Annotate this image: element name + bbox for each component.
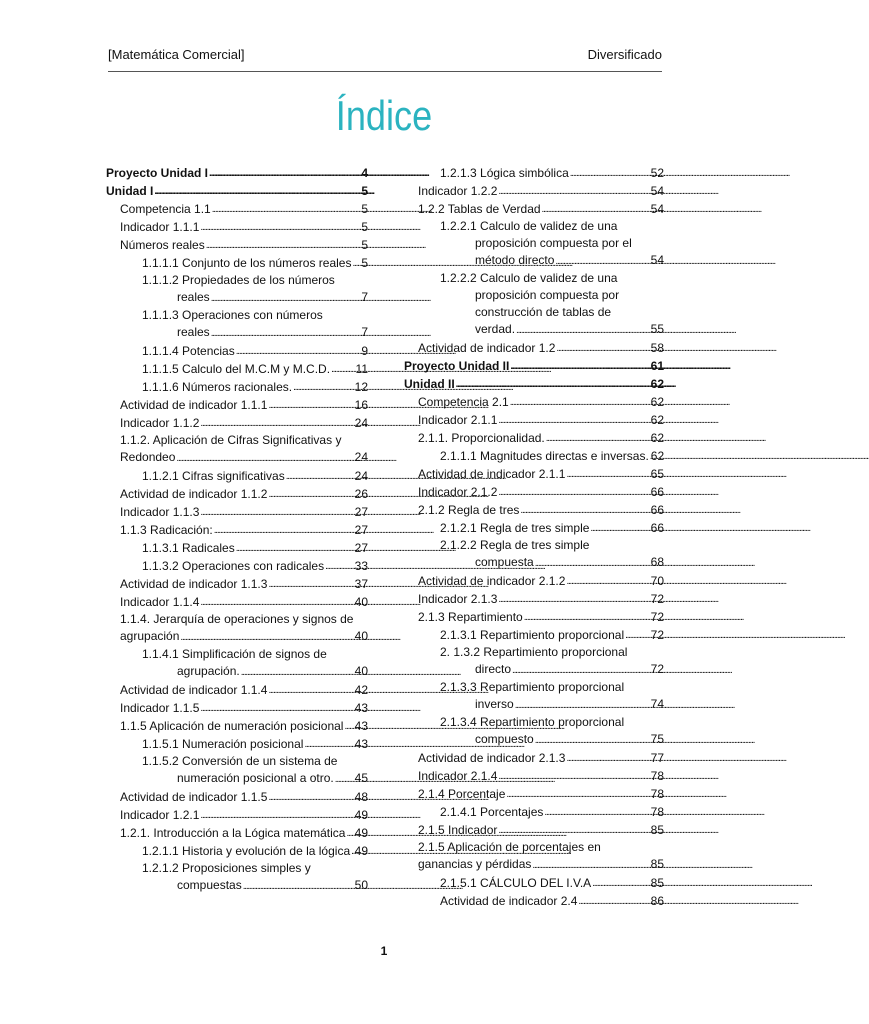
header-left: [Matemática Comercial]: [108, 47, 245, 62]
toc-entry-label: agrupación.: [177, 664, 240, 678]
dot-leader: [268, 485, 353, 503]
dot-leader: [498, 411, 649, 429]
toc-entry[interactable]: [106, 539, 368, 557]
toc-entry-label: método directo: [475, 253, 555, 267]
toc-entry[interactable]: [404, 483, 664, 501]
toc-entry-page: 85: [650, 823, 664, 837]
toc-entry[interactable]: [404, 785, 664, 803]
toc-entry-page: 50: [354, 878, 368, 892]
dot-leader: [241, 663, 354, 681]
toc-entry-label: reales: [177, 325, 210, 339]
toc-entry[interactable]: [404, 892, 664, 910]
toc-entry-label: Competencia 1.1: [120, 202, 211, 216]
toc-entry[interactable]: [404, 218, 664, 270]
toc-entry[interactable]: [404, 608, 664, 626]
toc-entry[interactable]: [106, 842, 368, 860]
toc-entry[interactable]: [404, 270, 664, 339]
toc-entry-page: 24: [354, 469, 368, 483]
toc-entry-page: 61: [650, 359, 664, 373]
toc-entry[interactable]: [106, 611, 368, 646]
toc-entry-label: Actividad de indicador 1.1.1: [120, 398, 268, 412]
toc-entry-page: 85: [650, 876, 664, 890]
toc-entry[interactable]: [106, 646, 368, 681]
dot-leader: [510, 393, 650, 411]
toc-entry-line: 1.1.1.2 Propiedades de los números: [142, 273, 335, 287]
toc-entry[interactable]: [404, 874, 664, 892]
toc-entry-line: 1.1.5.2 Conversión de un sistema de: [142, 754, 338, 768]
dot-leader: [516, 321, 650, 339]
toc-entry[interactable]: [404, 429, 664, 447]
toc-entry[interactable]: [106, 378, 368, 396]
toc-entry[interactable]: [106, 717, 368, 735]
toc-entry-line: 2. 1.3.2 Repartimiento proporcional: [440, 645, 628, 659]
toc-entry-label: 2.1.1. Proporcionalidad.: [418, 431, 545, 445]
toc-entry-label: 1.2.1. Introducción a la Lógica matemática: [120, 826, 346, 840]
dot-leader: [344, 717, 353, 735]
toc-entry-page: 54: [650, 202, 664, 216]
dot-leader: [535, 731, 650, 749]
dot-leader: [555, 252, 649, 270]
toc-entry-page: 5: [361, 220, 368, 234]
toc-entry-label: Actividad de indicador 2.4: [440, 894, 578, 908]
toc-entry-page: 49: [354, 844, 368, 858]
page-header: [108, 47, 662, 72]
dot-leader: [243, 877, 354, 895]
toc-entry[interactable]: [106, 467, 368, 485]
dot-leader: [180, 628, 353, 646]
dot-leader: [556, 339, 649, 357]
header-right: Diversificado: [587, 47, 662, 62]
toc-left-column: [106, 164, 368, 895]
toc-entry-page: 42: [354, 683, 368, 697]
toc-entry-page: 86: [650, 894, 664, 908]
dot-leader: [212, 200, 361, 218]
toc-entry-label: 1.2.1.1 Historia y evolución de la lógica: [142, 844, 351, 858]
toc-entry-label: 1.2.2 Tablas de Verdad: [418, 202, 541, 216]
toc-right-column: [404, 164, 664, 910]
toc-entry-page: 72: [650, 628, 664, 642]
toc-entry-line: 2.1.3.4 Repartimiento proporcional: [440, 715, 625, 729]
toc-entry-page: 78: [650, 769, 664, 783]
toc-entry-page: 78: [650, 805, 664, 819]
toc-entry[interactable]: [106, 432, 368, 467]
toc-entry-page: 5: [361, 202, 368, 216]
toc-entry-page: 62: [650, 395, 664, 409]
toc-entry[interactable]: [404, 447, 664, 465]
toc-entry-label: Actividad de indicador 2.1.2: [418, 574, 566, 588]
dot-leader: [176, 449, 353, 467]
toc-entry-page: 48: [354, 790, 368, 804]
toc-entry[interactable]: [404, 393, 664, 411]
toc-entry-page: 66: [650, 485, 664, 499]
toc-entry-line: 2.1.3.3 Repartimiento proporcional: [440, 680, 625, 694]
toc-entry-page: 9: [361, 344, 368, 358]
toc-entry-line: construcción de tablas de: [475, 305, 612, 319]
toc-entry-page: 5: [361, 256, 368, 270]
toc-entry-label: Indicador 2.1.4: [418, 769, 498, 783]
toc-entry-label: Actividad de indicador 1.1.2: [120, 487, 268, 501]
toc-entry-label: Indicador 2.1.2: [418, 485, 498, 499]
toc-entry-label: Indicador 1.1.1: [120, 220, 200, 234]
toc-entry-label: Indicador 2.1.3: [418, 592, 498, 606]
toc-entry-page: 27: [354, 505, 368, 519]
toc-entry[interactable]: [404, 411, 664, 429]
toc-entry-label: 1.2.1.3 Lógica simbólica: [440, 166, 569, 180]
toc-entry-page: 33: [354, 559, 368, 573]
toc-entry[interactable]: [404, 839, 664, 874]
dot-leader: [570, 164, 650, 182]
dot-leader: [209, 164, 360, 182]
dot-leader: [590, 519, 649, 537]
toc-entry-line: proposición compuesta por el: [475, 236, 632, 250]
toc-entry-line: 1.2.2.1 Calculo de validez de una: [440, 219, 618, 233]
toc-entry-label: Redondeo: [120, 450, 176, 464]
toc-entry-page: 5: [361, 238, 368, 252]
toc-entry[interactable]: [106, 396, 368, 414]
toc-entry-line: 1.1.4. Jerarquía de operaciones y signos de: [120, 612, 354, 626]
dot-leader: [498, 483, 649, 501]
dot-leader: [304, 735, 353, 753]
toc-entry-page: 49: [354, 808, 368, 822]
toc-entry[interactable]: [404, 803, 664, 821]
dot-leader: [236, 539, 354, 557]
toc-entry-label: Actividad de indicador 1.1.4: [120, 683, 268, 697]
toc-entry-label: Unidad II: [404, 377, 455, 391]
dot-leader: [200, 806, 353, 824]
toc-entry[interactable]: [404, 339, 664, 357]
toc-entry-page: 26: [354, 487, 368, 501]
dot-leader: [200, 414, 353, 432]
toc-entry[interactable]: [404, 644, 664, 679]
toc-entry[interactable]: [106, 360, 368, 378]
toc-entry-label: Actividad de indicador 2.1.3: [418, 751, 566, 765]
toc-entry[interactable]: [404, 519, 664, 537]
dot-leader: [592, 874, 649, 892]
toc-entry-label: Actividad de indicador 1.2: [418, 341, 556, 355]
toc-entry-label: compuesta: [475, 555, 534, 569]
dot-leader: [498, 821, 649, 839]
toc-entry-line: 1.1.1.3 Operaciones con números: [142, 308, 323, 322]
dot-leader: [535, 554, 650, 572]
toc-entry-label: Competencia 2.1: [418, 395, 509, 409]
toc-entry[interactable]: [106, 699, 368, 717]
toc-entry-page: 62: [650, 377, 664, 391]
toc-entry-page: 27: [354, 541, 368, 555]
toc-entry[interactable]: [404, 164, 664, 182]
toc-entry-line: 1.2.1.2 Proposiciones simples y: [142, 861, 311, 875]
toc-entry-label: directo: [475, 662, 512, 676]
dot-leader: [456, 375, 650, 393]
toc-entry-label: compuesto: [475, 732, 534, 746]
toc-entry-page: 11: [355, 362, 368, 376]
toc-entry-page: 65: [650, 467, 664, 481]
toc-entry[interactable]: [404, 821, 664, 839]
toc-entry-page: 27: [354, 523, 368, 537]
dot-leader: [236, 342, 361, 360]
toc-entry-page: 75: [650, 732, 664, 746]
toc-entry-page: 54: [650, 253, 664, 267]
toc-entry-label: Actividad de indicador 2.1.1: [418, 467, 566, 481]
dot-leader: [546, 429, 650, 447]
toc-entry-label: Indicador 1.1.4: [120, 595, 200, 609]
dot-leader: [520, 501, 649, 519]
toc-entry-page: 70: [650, 574, 664, 588]
toc-entry[interactable]: [106, 218, 368, 236]
toc-entry-label: Actividad de indicador 1.1.5: [120, 790, 268, 804]
toc-entry-line: 1.1.4.1 Simplificación de signos de: [142, 647, 327, 661]
toc-entry-label: 1.1.1.4 Potencias: [142, 344, 235, 358]
toc-entry-label: 2.1.5 Indicador: [418, 823, 498, 837]
toc-entry[interactable]: [106, 342, 368, 360]
dot-leader: [268, 681, 353, 699]
toc-entry[interactable]: [106, 575, 368, 593]
dot-leader: [532, 856, 649, 874]
toc-entry[interactable]: [404, 679, 664, 714]
toc-entry[interactable]: [404, 200, 664, 218]
dot-leader: [346, 824, 353, 842]
toc-entry-page: 43: [354, 701, 368, 715]
toc-entry[interactable]: [106, 236, 368, 254]
toc-entry[interactable]: [404, 590, 664, 608]
dot-leader: [512, 661, 650, 679]
toc-entry-page: 12: [354, 380, 368, 394]
toc-entry-label: Unidad I: [106, 184, 154, 198]
toc-entry-label: 2.1.1.1 Magnitudes directas e inversas.: [440, 449, 649, 463]
dot-leader: [211, 324, 361, 342]
toc-entry-label: Actividad de indicador 1.1.3: [120, 577, 268, 591]
toc-entry-page: 24: [354, 450, 368, 464]
toc-entry-page: 45: [354, 771, 368, 785]
toc-entry-label: Números reales: [120, 238, 205, 252]
toc-entry-label: Proyecto Unidad II: [404, 359, 510, 373]
toc-entry[interactable]: [106, 503, 368, 521]
toc-entry-line: 1.1.2. Aplicación de Cifras Significativas y: [120, 433, 342, 447]
toc-entry[interactable]: [106, 681, 368, 699]
toc-entry-label: Indicador 1.2.1: [120, 808, 200, 822]
dot-leader: [200, 593, 353, 611]
dot-leader: [524, 608, 650, 626]
toc-entry[interactable]: [106, 414, 368, 432]
toc-entry[interactable]: [106, 164, 368, 182]
toc-entry-label: Indicador 1.1.5: [120, 701, 200, 715]
toc-entry-label: numeración posicional a otro.: [177, 771, 334, 785]
toc-entry-page: 58: [650, 341, 664, 355]
toc-entry-label: 2.1.3.1 Repartimiento proporcional: [440, 628, 625, 642]
dot-leader: [293, 378, 354, 396]
dot-leader: [578, 892, 649, 910]
toc-entry[interactable]: [106, 860, 368, 895]
dot-leader: [331, 360, 354, 378]
dot-leader: [498, 590, 649, 608]
toc-entry[interactable]: [404, 572, 664, 590]
toc-entry-page: 49: [354, 826, 368, 840]
toc-entry-page: 66: [650, 503, 664, 517]
toc-entry-label: 2.1.5.1 CÁLCULO DEL I.V.A: [440, 876, 592, 890]
toc-entry[interactable]: [106, 806, 368, 824]
toc-entry-page: 4: [361, 166, 368, 180]
dot-leader: [214, 521, 354, 539]
toc-entry[interactable]: [404, 182, 664, 200]
dot-leader: [154, 182, 360, 200]
toc-entry-label: 1.1.3.1 Radicales: [142, 541, 235, 555]
toc-entry-label: reales: [177, 290, 210, 304]
toc-entry-page: 72: [650, 592, 664, 606]
dot-leader: [200, 503, 353, 521]
toc-entry-page: 7: [361, 290, 368, 304]
toc-entry-label: compuestas: [177, 878, 242, 892]
toc-entry-label: Indicador 1.1.2: [120, 416, 200, 430]
toc-entry-label: 2.1.3 Repartimiento: [418, 610, 523, 624]
dot-leader: [566, 572, 649, 590]
toc-entry-label: Proyecto Unidad I: [106, 166, 209, 180]
toc-entry-page: 40: [354, 664, 368, 678]
toc-entry-label: Indicador 2.1.1: [418, 413, 498, 427]
dot-leader: [351, 842, 354, 860]
dot-leader: [352, 254, 360, 272]
toc-entry-page: 43: [354, 719, 368, 733]
toc-entry-page: 24: [354, 416, 368, 430]
toc-entry-label: 1.1.1.1 Conjunto de los números reales: [142, 256, 352, 270]
toc-entry[interactable]: [106, 753, 368, 788]
toc-entry-page: 55: [650, 322, 664, 336]
toc-entry[interactable]: [106, 735, 368, 753]
toc-entry[interactable]: [404, 501, 664, 519]
toc-entry-page: 54: [650, 184, 664, 198]
toc-entry[interactable]: [404, 749, 664, 767]
toc-entry-label: 1.1.3.2 Operaciones con radicales: [142, 559, 325, 573]
toc-entry-page: 16: [354, 398, 368, 412]
toc-entry-label: inverso: [475, 697, 514, 711]
toc-entry[interactable]: [106, 521, 368, 539]
toc-entry-label: Indicador 1.2.2: [418, 184, 498, 198]
toc-entry[interactable]: [404, 626, 664, 644]
toc-entry-page: 74: [650, 697, 664, 711]
toc-entry-line: 2.1.5 Aplicación de porcentajes en: [418, 840, 601, 854]
toc-entry-label: 1.1.1.6 Números racionales.: [142, 380, 293, 394]
toc-entry-page: 62: [650, 431, 664, 445]
dot-leader: [544, 803, 649, 821]
toc-entry-label: verdad.: [475, 322, 516, 336]
toc-entry-line: proposición compuesta por: [475, 288, 620, 302]
toc-entry[interactable]: [404, 375, 664, 393]
dot-leader: [506, 785, 649, 803]
toc-entry[interactable]: [106, 485, 368, 503]
dot-leader: [498, 182, 649, 200]
dot-leader: [200, 218, 360, 236]
dot-leader: [268, 575, 353, 593]
toc-entry-label: 2.1.2 Regla de tres: [418, 503, 520, 517]
toc-entry-page: 5: [361, 184, 368, 198]
toc-entry[interactable]: [106, 200, 368, 218]
toc-entry[interactable]: [106, 557, 368, 575]
toc-entry-page: 77: [650, 751, 664, 765]
toc-entry[interactable]: [106, 824, 368, 842]
toc-entry-page: 85: [650, 857, 664, 871]
toc-entry-page: 62: [650, 449, 665, 463]
dot-leader: [200, 699, 353, 717]
toc-entry-page: 66: [650, 521, 664, 535]
toc-entry-page: 40: [354, 595, 368, 609]
toc-entry-label: Indicador 1.1.3: [120, 505, 200, 519]
toc-entry[interactable]: [106, 272, 368, 307]
toc-entry[interactable]: [404, 357, 664, 375]
toc-entry-page: 40: [354, 629, 368, 643]
toc-entry[interactable]: [106, 307, 368, 342]
toc-entry-line: 2.1.2.2 Regla de tres simple: [440, 538, 590, 552]
dot-leader: [498, 767, 649, 785]
dot-leader: [542, 200, 650, 218]
toc-entry-label: 1.1.5.1 Numeración posicional: [142, 737, 304, 751]
dot-leader: [211, 289, 361, 307]
dot-leader: [325, 557, 354, 575]
dot-leader: [515, 696, 650, 714]
toc-entry-page: 72: [650, 610, 664, 624]
toc-entry-page: 72: [650, 662, 664, 676]
toc-entry[interactable]: [106, 788, 368, 806]
toc-entry-page: 43: [354, 737, 368, 751]
dot-leader: [286, 467, 354, 485]
toc-entry[interactable]: [106, 182, 368, 200]
toc-entry-page: 68: [650, 555, 664, 569]
toc-entry-page: 78: [650, 787, 664, 801]
toc-entry[interactable]: [404, 537, 664, 572]
dot-leader: [268, 396, 353, 414]
toc-entry[interactable]: [106, 254, 368, 272]
toc-entry-label: 1.1.2.1 Cifras significativas: [142, 469, 285, 483]
toc-entry-label: 2.1.2.1 Regla de tres simple: [440, 521, 590, 535]
toc-entry-page: 37: [354, 577, 368, 591]
toc-entry[interactable]: [404, 714, 664, 749]
toc-entry-page: 52: [650, 166, 664, 180]
dot-leader: [566, 749, 649, 767]
toc-entry-label: agrupación: [120, 629, 180, 643]
toc-entry[interactable]: [404, 767, 664, 785]
toc-entry-page: 62: [650, 413, 664, 427]
toc-entry-page: 7: [361, 325, 368, 339]
dot-leader: [510, 357, 649, 375]
toc-entry-label: 2.1.4.1 Porcentajes: [440, 805, 544, 819]
toc-entry-label: 2.1.4 Porcentaje: [418, 787, 506, 801]
toc-entry[interactable]: [404, 465, 664, 483]
dot-leader: [335, 770, 354, 788]
page-number: 1: [380, 944, 388, 958]
toc-entry-label: 1.1.5 Aplicación de numeración posicional: [120, 719, 344, 733]
page-title: Índice: [335, 92, 433, 139]
dot-leader: [566, 465, 649, 483]
dot-leader: [268, 788, 353, 806]
dot-leader: [625, 626, 650, 644]
toc-entry-line: 1.2.2.2 Calculo de validez de una: [440, 271, 618, 285]
toc-entry-label: ganancias y pérdidas: [418, 857, 532, 871]
toc-entry-label: 1.1.3 Radicación:: [120, 523, 213, 537]
toc-entry[interactable]: [106, 593, 368, 611]
toc-entry-label: 1.1.1.5 Calculo del M.C.M y M.C.D.: [142, 362, 331, 376]
dot-leader: [206, 236, 361, 254]
